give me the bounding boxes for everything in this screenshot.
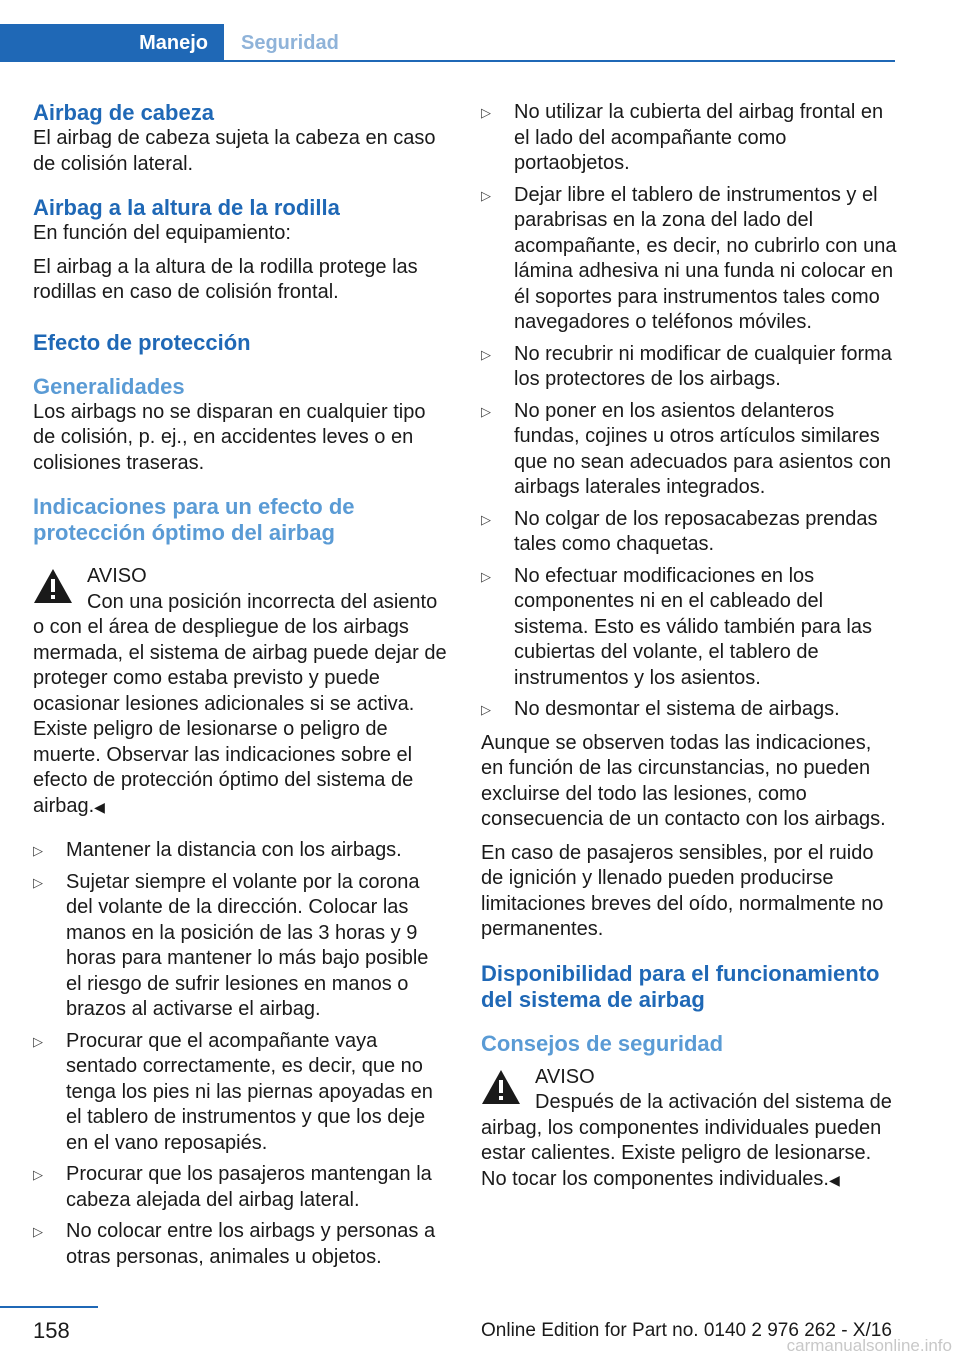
paragraph: En función del equipamiento: [33, 222, 291, 244]
list-item-text: No recubrir ni modificar de cualquier forma los protectores de los airbags. [514, 342, 892, 390]
warning-title: AVISO [87, 565, 147, 587]
list-item [33, 870, 449, 1023]
list-item [481, 183, 897, 336]
list-item-text: No colgar de los reposacabezas prendas tales como chaquetas. [514, 507, 878, 555]
triangle-right-outline-icon: ▷ [33, 1033, 43, 1049]
end-mark: ◀ [828, 1171, 840, 1188]
bullet-list [33, 838, 449, 1270]
triangle-right-outline-icon: ▷ [33, 874, 43, 890]
list-item-text: No efectuar modificaciones en los componentes ni en el cableado del sistema. Esto es válido también para las cubiertas del volante, el tablero de instrumentos y los asientos. [514, 564, 872, 689]
list-item [481, 697, 897, 723]
paragraph: Aunque se observen todas las indicaciones, en función de las circunstancias, no pueden excluirse del todo las lesiones, como consecuencia de un contacto con los airbags. [481, 731, 886, 830]
heading-disponibilidad: Disponibilidad para el funcionamiento del sistema de airbag [481, 960, 880, 1012]
list-item [481, 342, 897, 393]
paragraph: Los airbags no se disparan en cualquier tipo de colisión, p. ej., en accidentes leves o en colisiones traseras. [33, 400, 426, 474]
warning-title: AVISO [535, 1065, 595, 1088]
list-item [33, 1162, 449, 1213]
footer-divider [0, 1306, 98, 1308]
triangle-right-outline-icon: ▷ [481, 403, 491, 419]
heading-efecto-proteccion: Efecto de protección [33, 329, 251, 355]
list-item [481, 399, 897, 501]
end-mark: ◀ [94, 798, 105, 815]
page-header [0, 0, 960, 62]
warning-box [33, 564, 449, 820]
warning-text: Después de la activación del sistema de airbag, los componentes individuales pueden estar calientes. Existe peligro de lesionarse. No tocar los componentes individuales.◀ [481, 1091, 892, 1190]
triangle-right-outline-icon: ▷ [481, 702, 491, 717]
list-item [33, 1219, 449, 1270]
subheading-indicaciones: Indicaciones para un efecto de protección óptimo del airbag [33, 494, 355, 545]
watermark: carmanualsonline.info [786, 1336, 952, 1355]
list-item [33, 1029, 449, 1157]
tab-manejo[interactable]: Manejo [0, 24, 224, 62]
list-item [481, 564, 897, 692]
list-item-text: No desmontar el sistema de airbags. [514, 698, 840, 720]
warning-box [481, 1065, 897, 1194]
list-item-text: No utilizar la cubierta del airbag frontal en el lado del acompañante como portaobjetos. [514, 101, 884, 174]
tab-seguridad[interactable]: Seguridad [241, 31, 339, 54]
heading-airbag-rodilla: Airbag a la altura de la rodilla [33, 195, 340, 220]
page-number: 158 [33, 1318, 70, 1343]
triangle-right-outline-icon: ▷ [481, 187, 491, 203]
triangle-right-outline-icon: ▷ [33, 843, 43, 858]
list-item [33, 838, 449, 864]
list-item-text: No poner en los asientos delanteros fundas, cojines u otros artículos similares que no sean adecuados para asientos con airbags laterales integrados. [514, 399, 891, 498]
list-item-text: Procurar que el acompañante vaya sentado correctamente, es decir, que no tenga los pies ni las piernas apoyadas en el tablero de instrumentos y que los deje en el vano reposapiés. [66, 1029, 433, 1154]
list-item [481, 507, 897, 558]
right-column [481, 100, 897, 1193]
bullet-list [481, 100, 897, 723]
triangle-right-outline-icon: ▷ [481, 346, 491, 362]
paragraph: En caso de pasajeros sensibles, por el ruido de ignición y llenado pueden producirse limitaciones breves del oído, normalmente no permanentes. [481, 841, 884, 940]
warning-text: Con una posición incorrecta del asiento o con el área de despliegue de los airbags mermada, el sistema de airbag puede dejar de proteger como estaba previsto y puede ocasionar lesiones adicionales si se activa. Existe peligro de lesionarse o peligro de muerte. Observar las indicaciones sobre el efecto de protección óptimo del sistema de airbag.◀ [33, 590, 447, 817]
triangle-right-outline-icon: ▷ [481, 511, 491, 527]
edition-note: Online Edition for Part no. 0140 2 976 262 - X/16 [481, 1320, 892, 1341]
triangle-right-outline-icon: ▷ [33, 1167, 43, 1182]
paragraph: El airbag a la altura de la rodilla protege las rodillas en caso de colisión frontal. [33, 255, 418, 303]
list-item-text: Sujetar siempre el volante por la corona del volante de la dirección. Colocar las manos en la posición de las 3 horas y 9 horas para mantener lo más bajo posible el riesgo de sufrir lesiones en manos o brazos al activarse el airbag. [66, 870, 429, 1020]
list-item-text: Mantener la distancia con los airbags. [66, 839, 402, 861]
subheading-generalidades: Generalidades [33, 373, 185, 399]
paragraph: El airbag de cabeza sujeta la cabeza en caso de colisión lateral. [33, 127, 436, 175]
header-divider [0, 60, 895, 62]
triangle-right-outline-icon: ▷ [481, 105, 491, 120]
list-item-text: Dejar libre el tablero de instrumentos y el parabrisas en la zona del lado del acompañante, es decir, no cubrirlo con una lámina adhesiva ni una funda ni colocar en él soportes para instrumentos tales como navegadores o teléfonos móviles. [514, 183, 897, 333]
list-item-text: No colocar entre los airbags y personas a otras personas, animales u objetos. [66, 1220, 436, 1268]
warning-triangle-icon [481, 1069, 521, 1105]
list-item-text: Procurar que los pasajeros mantengan la cabeza alejada del airbag lateral. [66, 1163, 432, 1211]
triangle-right-outline-icon: ▷ [33, 1224, 43, 1239]
heading-airbag-cabeza: Airbag de cabeza [33, 100, 214, 125]
triangle-right-outline-icon: ▷ [481, 568, 491, 584]
left-column [33, 100, 449, 1270]
subheading-consejos: Consejos de seguridad [481, 1030, 724, 1056]
warning-triangle-icon [33, 568, 73, 604]
list-item [481, 100, 897, 177]
